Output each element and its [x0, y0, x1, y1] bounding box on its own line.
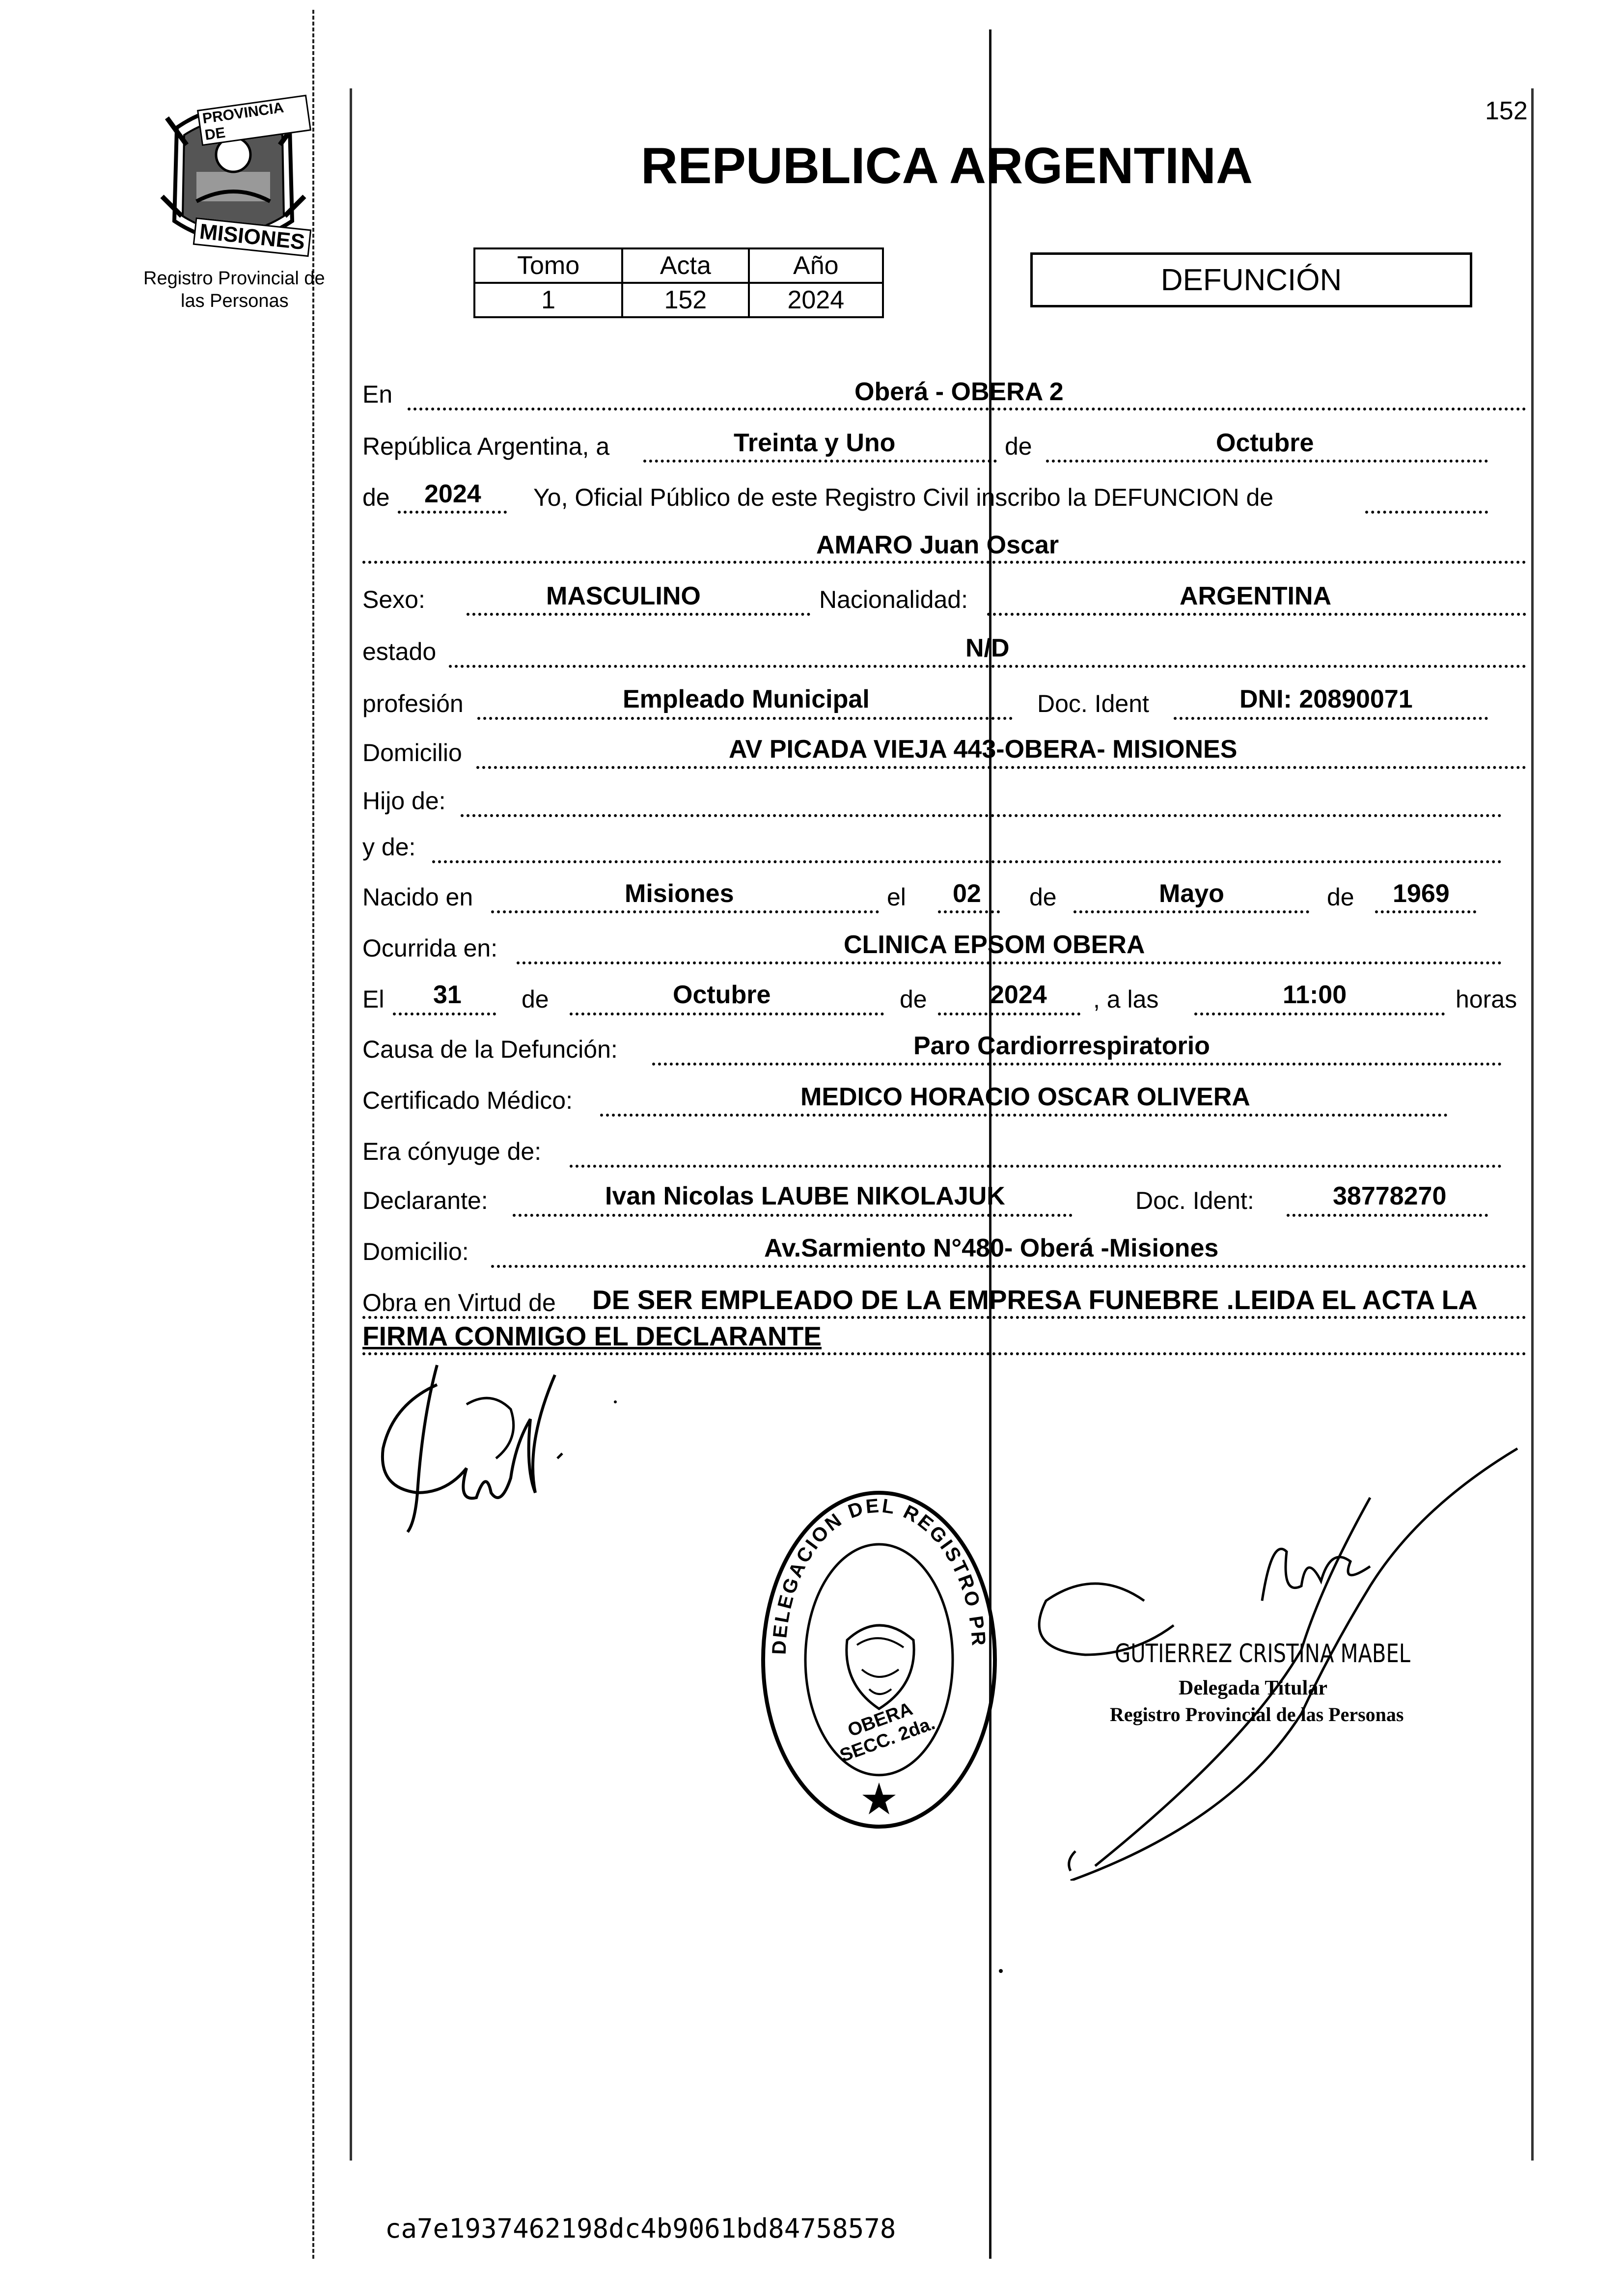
en-value: Oberá - OBERA 2	[854, 378, 1064, 406]
form-left-border	[350, 88, 352, 2161]
de-label-2: de	[362, 484, 390, 511]
official-signature	[1026, 1439, 1537, 1881]
record-header-acta: Acta	[622, 248, 748, 283]
doc2-label: Doc. Ident:	[1135, 1187, 1254, 1214]
certificado-label: Certificado Médico:	[362, 1087, 573, 1114]
nacionalidad-underline	[987, 613, 1526, 616]
domicilio2-label: Domicilio:	[362, 1238, 469, 1265]
de-label-4: de	[1327, 883, 1354, 911]
causa: Paro Cardiorrespiratorio	[913, 1032, 1210, 1060]
de-label-3: de	[1029, 883, 1057, 911]
obra-line1: DE SER EMPLEADO DE LA EMPRESA FUNEBRE .LEIDA EL ACTA LA	[592, 1285, 1478, 1315]
birth-month: Mayo	[1159, 879, 1224, 908]
de-label-5: de	[522, 985, 549, 1013]
obra-line1-underline	[362, 1316, 1526, 1319]
horas-label: horas	[1456, 985, 1517, 1013]
stamp-org: Registro Provincial de las Personas	[1110, 1703, 1404, 1725]
birth-day: 02	[953, 879, 981, 908]
record-value-tomo: 1	[474, 283, 622, 317]
certificado: MEDICO HORACIO OSCAR OLIVERA	[800, 1083, 1250, 1111]
domicilio-label: Domicilio	[362, 739, 462, 766]
birth-day-underline	[938, 910, 1000, 913]
month-underline	[1046, 460, 1488, 463]
record-type: DEFUNCIÓN	[1160, 263, 1342, 297]
death-year: 2024	[990, 981, 1047, 1009]
center-fold-line	[989, 29, 991, 2259]
deceased-name: AMARO Juan Oscar	[816, 531, 1059, 559]
day-words: Treinta y Uno	[734, 429, 896, 457]
domicilio-underline	[476, 766, 1526, 769]
obra-line2: FIRMA CONMIGO EL DECLARANTE	[362, 1321, 822, 1351]
hijo-label: Hijo de:	[362, 787, 446, 815]
profesion-label: profesión	[362, 690, 464, 717]
declarante-label: Declarante:	[362, 1187, 488, 1214]
death-year-underline	[938, 1013, 1080, 1015]
logo-bottom-text: MISIONES	[193, 218, 312, 257]
declarante-underline	[513, 1214, 1073, 1217]
record-value-anio: 2024	[749, 283, 883, 317]
dot-mark	[614, 1400, 617, 1403]
left-margin-dashed-line	[312, 10, 314, 2259]
dot-mark	[999, 1969, 1003, 1973]
en-label: En	[362, 381, 393, 408]
conyuge-label: Era cónyuge de:	[362, 1138, 542, 1165]
seal-inner-text: OBERA SECC. 2da.	[837, 1698, 938, 1767]
birth-year: 1969	[1393, 879, 1450, 908]
death-month: Octubre	[673, 981, 771, 1009]
death-time-underline	[1194, 1013, 1445, 1015]
doc-value: DNI: 20890071	[1239, 685, 1413, 713]
doc2-value: 38778270	[1333, 1182, 1447, 1210]
doc-label: Doc. Ident	[1037, 690, 1149, 717]
de-label-1: de	[1005, 433, 1032, 460]
nacionalidad-label: Nacionalidad:	[819, 586, 968, 613]
declarant-signature	[363, 1345, 570, 1542]
year-underline	[398, 511, 507, 514]
estado: N/D	[965, 634, 1010, 662]
stamp-name: GUTIERREZ CRISTINA MABEL	[1115, 1639, 1410, 1669]
oficial-text: Yo, Oficial Público de este Registro Civil inscribo la DEFUNCION de	[533, 484, 1274, 511]
ocurrida-underline	[517, 961, 1502, 964]
seal-ring-text: DELEGACION DEL REGISTRO PR	[768, 1495, 990, 1655]
birth-year-underline	[1375, 910, 1476, 913]
record-header-anio: Año	[749, 248, 883, 283]
doc2-underline	[1287, 1214, 1488, 1217]
nacionalidad: ARGENTINA	[1180, 582, 1332, 610]
document-hash: ca7e1937462198dc4b9061bd84758578	[385, 2213, 896, 2244]
registry-label-line1: Registro Provincial de	[143, 268, 325, 289]
deceased-name-underline	[362, 561, 1526, 564]
logo-top-text: PROVINCIA DE	[197, 95, 311, 146]
en-underline	[408, 408, 1526, 411]
death-time: 11:00	[1283, 981, 1347, 1009]
obra-label: Obra en Virtud de	[362, 1289, 556, 1316]
de-label-6: de	[900, 985, 927, 1013]
certificado-underline	[600, 1114, 1448, 1117]
conyuge-underline	[570, 1165, 1502, 1168]
record-value-acta: 152	[622, 283, 748, 317]
domicilio2: Av.Sarmiento N°480- Oberá -Misiones	[764, 1234, 1219, 1262]
yde-label: y de:	[362, 833, 416, 861]
ocurrida: CLINICA EPSOM OBERA	[844, 931, 1145, 959]
birth-month-underline	[1073, 910, 1309, 913]
sexo-label: Sexo:	[362, 586, 425, 613]
estado-label: estado	[362, 638, 437, 665]
day-words-underline	[643, 460, 997, 463]
sexo-underline	[467, 613, 810, 616]
year: 2024	[424, 480, 481, 508]
death-day-underline	[393, 1013, 496, 1015]
month: Octubre	[1216, 429, 1314, 457]
estado-underline	[449, 665, 1526, 668]
yde-underline	[432, 860, 1502, 863]
nacido-label: Nacido en	[362, 883, 473, 911]
declarante: Ivan Nicolas LAUBE NIKOLAJUK	[605, 1182, 1005, 1210]
oficial-underline	[1365, 511, 1488, 514]
registry-label-line2: las Personas	[181, 291, 289, 311]
page-number: 152	[1485, 97, 1528, 125]
record-table	[473, 247, 884, 318]
causa-label: Causa de la Defunción:	[362, 1036, 618, 1063]
record-type-box	[1030, 252, 1472, 307]
domicilio: AV PICADA VIEJA 443-OBERA- MISIONES	[729, 735, 1238, 764]
el2-label: El	[362, 985, 385, 1013]
svg-text:DELEGACION DEL REGISTRO PROVIN	[756, 1478, 990, 1655]
death-month-underline	[570, 1013, 884, 1015]
death-day: 31	[433, 981, 462, 1009]
el-label: el	[887, 883, 906, 911]
alas-label: , a las	[1093, 985, 1159, 1013]
doc-underline	[1174, 717, 1488, 720]
republica-label: República Argentina, a	[362, 433, 610, 460]
registry-seal	[756, 1478, 1002, 1832]
domicilio2-underline	[491, 1265, 1526, 1268]
stamp-role: Delegada Titular	[1179, 1677, 1327, 1699]
profesion: Empleado Municipal	[623, 685, 870, 713]
nacido-en: Misiones	[625, 879, 734, 908]
misiones-logo	[157, 98, 309, 255]
ocurrida-label: Ocurrida en:	[362, 934, 498, 962]
sexo: MASCULINO	[546, 582, 701, 610]
page-title: REPUBLICA ARGENTINA	[641, 137, 1253, 194]
nacido-underline	[491, 910, 879, 913]
profesion-underline	[477, 717, 1013, 720]
hijo-underline	[461, 814, 1502, 817]
causa-underline	[652, 1063, 1502, 1066]
record-header-tomo: Tomo	[474, 248, 622, 283]
